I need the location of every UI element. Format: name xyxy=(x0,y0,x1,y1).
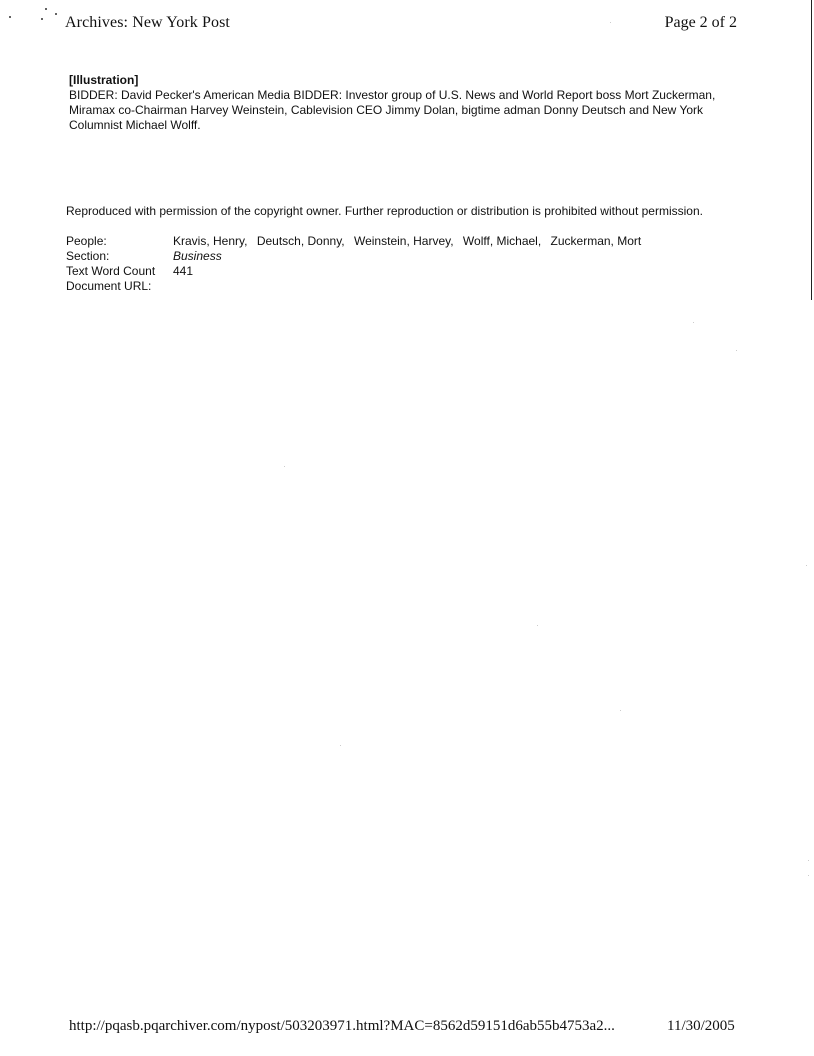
scan-speck xyxy=(736,350,737,351)
person-name: Wolff, Michael, xyxy=(462,234,542,248)
person-name: Kravis, Henry, xyxy=(173,234,248,248)
scan-speck xyxy=(45,8,47,10)
copyright-notice: Reproduced with permission of the copyright owner. Further reproduction or distribution is prohibited without permission. xyxy=(66,204,703,218)
scan-speck xyxy=(808,875,809,876)
word-count-row xyxy=(66,264,647,279)
word-count-label: Text Word Count xyxy=(66,264,156,278)
word-count-value: 441 xyxy=(173,264,194,278)
people-list xyxy=(173,234,647,249)
scan-speck xyxy=(41,18,43,20)
footer-date: 11/30/2005 xyxy=(667,1018,735,1034)
scan-speck xyxy=(284,466,285,467)
section-row xyxy=(66,249,647,264)
person-name: Deutsch, Donny, xyxy=(256,234,345,248)
document-url-label: Document URL: xyxy=(66,279,152,293)
document-url-row xyxy=(66,279,647,294)
scan-speck xyxy=(693,322,694,323)
page-indicator: Page 2 of 2 xyxy=(664,14,737,31)
scan-speck xyxy=(340,745,341,746)
document-metadata xyxy=(66,234,647,294)
section-value: Business xyxy=(173,249,222,263)
scan-speck xyxy=(55,13,57,15)
scan-speck xyxy=(620,710,621,711)
scan-speck xyxy=(808,860,809,861)
illustration-heading: [Illustration] xyxy=(69,73,139,87)
scan-speck xyxy=(806,565,807,566)
section-label: Section: xyxy=(66,249,110,263)
people-row xyxy=(66,234,647,249)
person-name: Weinstein, Harvey, xyxy=(353,234,454,248)
illustration-caption: BIDDER: David Pecker's American Media BIDDER: Investor group of U.S. News and World Report boss Mort Zuckerman, Miramax co-Chairman Harvey Weinstein, Cablevision CEO Jimmy Dolan, bigtime adman Donny Deutsch and New York Columnist Michael Wolff. xyxy=(69,88,716,132)
archive-title: Archives: New York Post xyxy=(65,14,230,31)
people-label: People: xyxy=(66,234,107,248)
scan-speck xyxy=(537,625,538,626)
scan-speck xyxy=(610,22,611,23)
scan-speck xyxy=(9,16,11,18)
footer-url[interactable]: http://pqasb.pqarchiver.com/nypost/503203971.html?MAC=8562d59151d6ab55b4753a2... xyxy=(69,1018,615,1034)
scan-edge-line xyxy=(811,0,812,300)
person-name: Zuckerman, Mort xyxy=(550,234,642,248)
